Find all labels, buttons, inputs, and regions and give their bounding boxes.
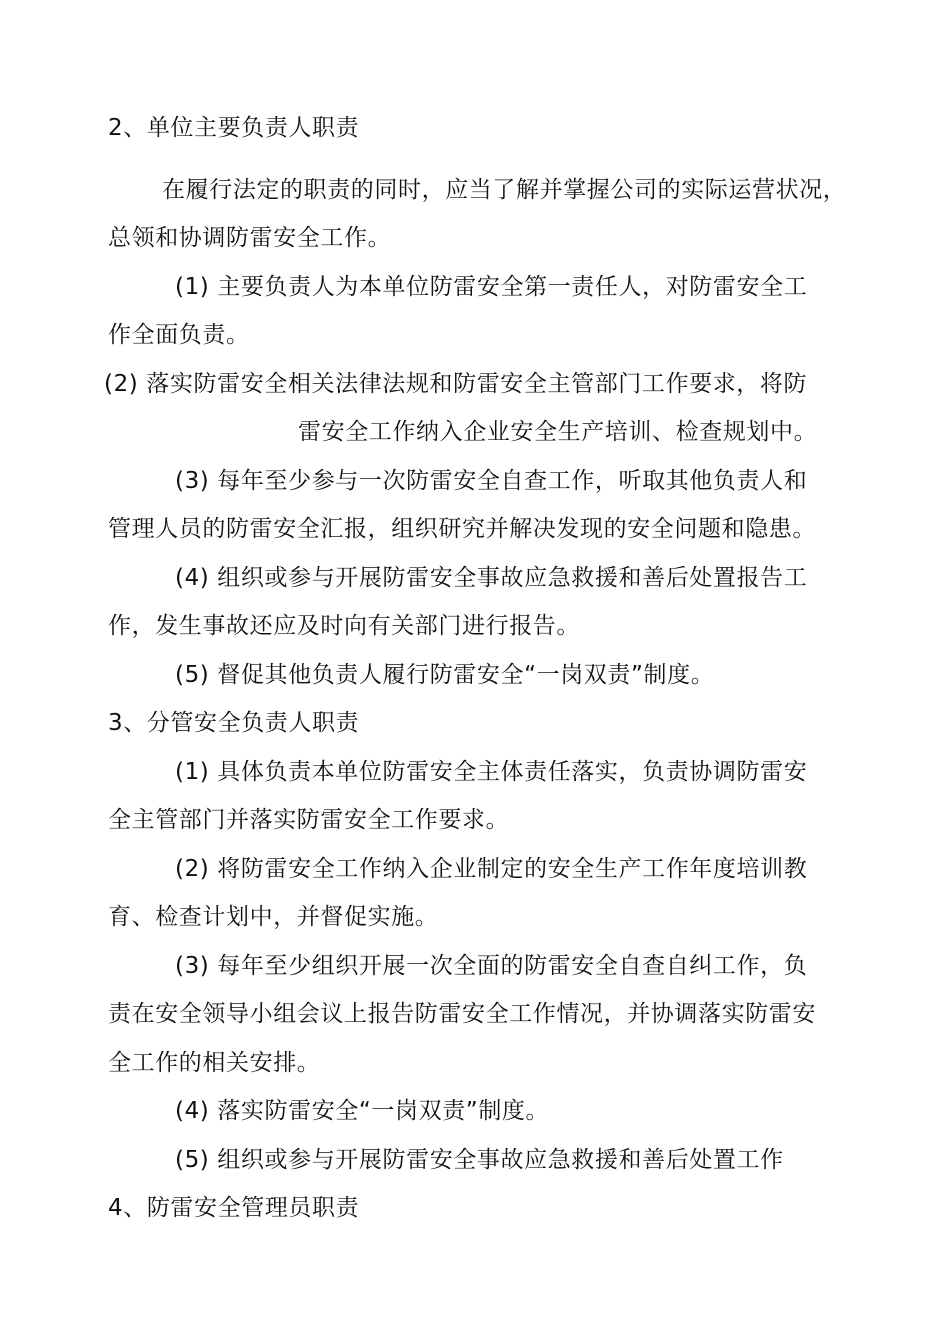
section-heading-4: 4、防雷安全管理员职责	[108, 1195, 360, 1221]
paragraph-line: 在履行法定的职责的同时，应当了解并掌握公司的实际运营状况，	[162, 177, 847, 203]
list-item-line: (3) 每年至少组织开展一次全面的防雷安全自查自纠工作，负	[175, 953, 808, 979]
paragraph-line: 全主管部门并落实防雷安全工作要求。	[108, 807, 510, 833]
paragraph-line: 管理人员的防雷安全汇报，组织研究并解决发现的安全问题和隐患。	[108, 516, 816, 542]
paragraph-line: 育、检查计划中，并督促实施。	[108, 904, 439, 930]
list-item-line: (2) 落实防雷安全相关法律法规和防雷安全主管部门工作要求，将防	[104, 371, 808, 397]
paragraph-line: 作全面负责。	[108, 322, 250, 348]
paragraph-line: 全工作的相关安排。	[108, 1050, 321, 1076]
list-item-line: (1) 主要负责人为本单位防雷安全第一责任人，对防雷安全工	[175, 274, 808, 300]
list-item-line: (5) 组织或参与开展防雷安全事故应急救援和善后处置工作	[175, 1147, 784, 1173]
list-item-line: (1) 具体负责本单位防雷安全主体责任落实，负责协调防雷安	[175, 759, 808, 785]
paragraph-line: 雷安全工作纳入企业安全生产培训、检查规划中。	[298, 419, 818, 445]
paragraph-line: 总领和协调防雷安全工作。	[108, 225, 392, 251]
paragraph-line: 作，发生事故还应及时向有关部门进行报告。	[108, 613, 580, 639]
list-item-line: (4) 组织或参与开展防雷安全事故应急救援和善后处置报告工	[175, 565, 808, 591]
section-heading-2: 2、单位主要负责人职责	[108, 115, 360, 141]
list-item-line: (3) 每年至少参与一次防雷安全自查工作，听取其他负责人和	[175, 468, 808, 494]
paragraph-line: 责在安全领导小组会议上报告防雷安全工作情况，并协调落实防雷安	[108, 1001, 816, 1027]
list-item-line: (2) 将防雷安全工作纳入企业制定的安全生产工作年度培训教	[175, 856, 808, 882]
list-item-line: (4) 落实防雷安全“一岗双责”制度。	[175, 1098, 550, 1124]
section-heading-3: 3、分管安全负责人职责	[108, 710, 360, 736]
list-item-line: (5) 督促其他负责人履行防雷安全“一岗双责”制度。	[175, 662, 715, 688]
